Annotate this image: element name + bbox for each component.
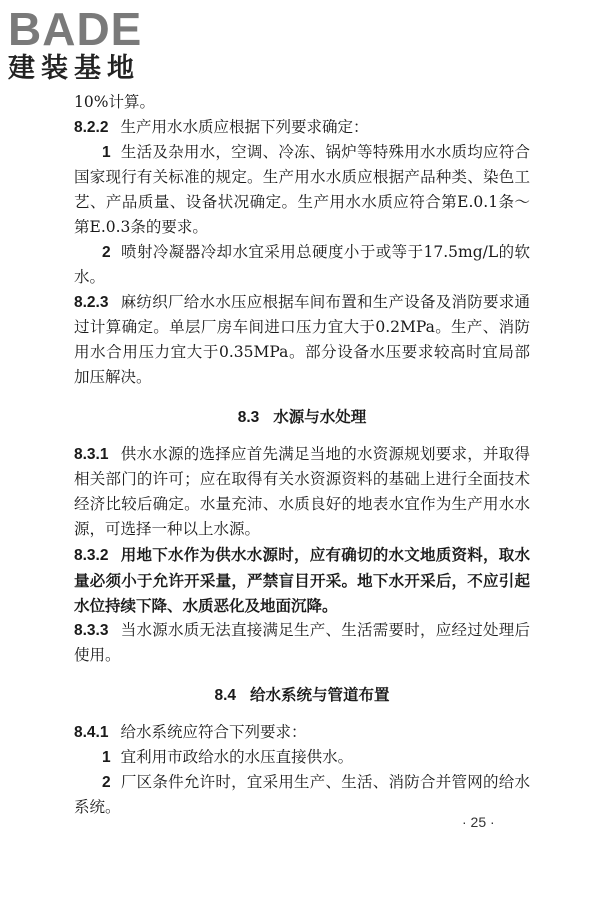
logo (8, 4, 178, 86)
clause-text: 供水水源的选择应首先满足当地的水资源规划要求，并取得相关部门的许可；应在取得有关水资源资料的基础上进行全面技术经济比较后确定。水量充沛、水质良好的地表水宜作为生产用水水源，可选择一种以上水源。 (74, 445, 530, 538)
clause-number: 8.3.2 (74, 547, 109, 564)
section-heading-8-3 (74, 404, 530, 430)
clause-8-2-2 (74, 115, 530, 140)
item-number: 1 (102, 749, 111, 766)
clause-8-3-1 (74, 442, 530, 542)
clause-8-3-2 (74, 542, 530, 618)
item-text: 喷射冷凝器冷却水宜采用总硬度小于或等于17.5mg/L的软水。 (74, 243, 530, 286)
item-text: 生活及杂用水，空调、冷冻、锅炉等特殊用水水质均应符合国家现行有关标准的规定。生产用水水质应根据产品种类、染色工艺、产品质量、设备状况确定。生产用水水质应符合第E.0.1条～第E.0.3条的要求。 (74, 143, 530, 236)
clause-text: 麻纺织厂给水水压应根据车间布置和生产设备及消防要求通过计算确定。单层厂房车间进口压力宜大于0.2MPa。生产、消防用水合用压力宜大于0.35MPa。部分设备水压要求较高时宜局部加压解决。 (74, 293, 530, 386)
section-heading-8-4 (74, 682, 530, 708)
item-text: 宜利用市政给水的水压直接供水。 (120, 748, 354, 766)
clause-8-4-1-item-1 (74, 745, 530, 770)
clause-text: 用地下水作为供水水源时，应有确切的水文地质资料，取水量必须小于允许开采量，严禁盲目开采。地下水开采后，不应引起水位持续下降、水质恶化及地面沉降。 (74, 545, 530, 615)
logo-brand: BADE (8, 3, 143, 55)
item-text: 厂区条件允许时，宜采用生产、生活、消防合并管网的给水系统。 (74, 773, 530, 816)
clause-text: 生产用水水质应根据下列要求确定： (120, 118, 369, 136)
item-number: 2 (102, 244, 111, 261)
section-number: 8.3 (237, 409, 260, 426)
clause-number: 8.2.3 (74, 294, 109, 311)
section-number: 8.4 (214, 687, 237, 704)
clause-8-2-2-item-1 (74, 140, 530, 240)
item-number: 1 (102, 144, 111, 161)
clause-8-2-3 (74, 290, 530, 390)
clause-number: 8.2.2 (74, 119, 109, 136)
logo-subtitle: 建装基地 (8, 53, 140, 84)
page-number: · 25 · (462, 814, 495, 830)
document-body (74, 90, 530, 820)
section-title: 水源与水处理 (273, 407, 367, 426)
clause-text: 给水系统应符合下列要求： (120, 723, 307, 741)
section-title: 给水系统与管道布置 (250, 685, 390, 704)
clause-text: 当水源水质无法直接满足生产、生活需要时，应经过处理后使用。 (74, 621, 530, 664)
lead-line: 10%计算。 (74, 93, 155, 111)
clause-number: 8.3.3 (74, 622, 109, 639)
clause-8-4-1 (74, 720, 530, 745)
item-number: 2 (102, 774, 111, 791)
clause-8-4-1-item-2 (74, 770, 530, 820)
clause-number: 8.4.1 (74, 724, 109, 741)
clause-number: 8.3.1 (74, 446, 109, 463)
clause-8-2-2-item-2 (74, 240, 530, 290)
clause-8-3-3 (74, 618, 530, 668)
